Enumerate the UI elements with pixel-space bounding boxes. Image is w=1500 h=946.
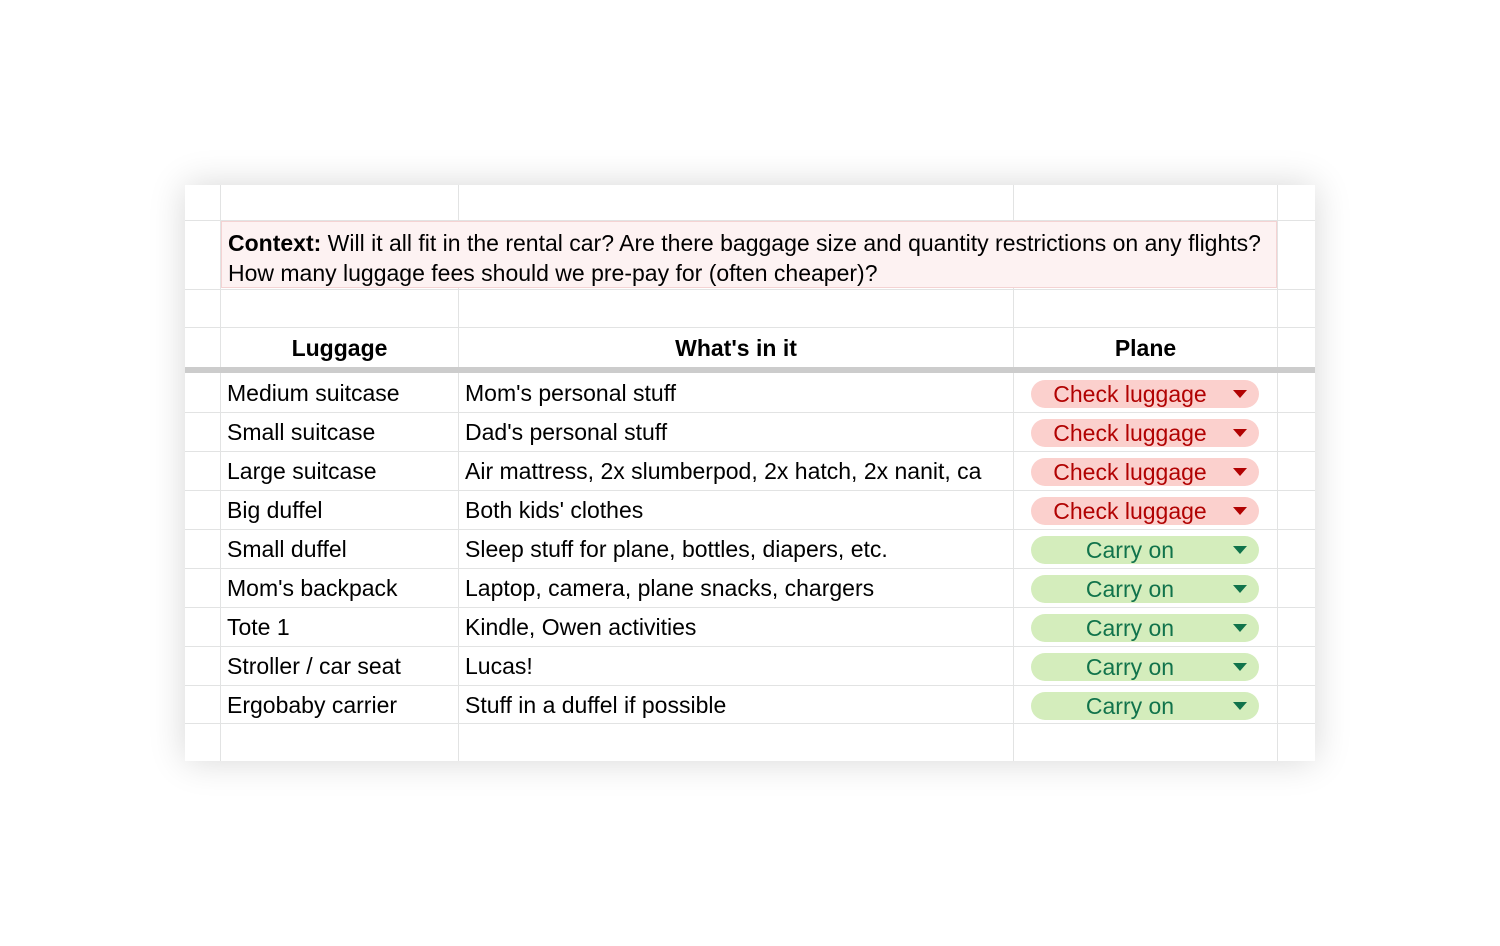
header-contents[interactable]: What's in it	[675, 335, 797, 361]
table-row	[185, 647, 1315, 686]
dropdown-arrow-icon[interactable]	[1233, 546, 1247, 554]
carry-on-dropdown[interactable]	[1031, 614, 1259, 642]
contents-cell[interactable]: Laptop, camera, plane snacks, chargers	[465, 575, 875, 601]
table-row	[185, 530, 1315, 569]
check-luggage-dropdown[interactable]	[1031, 458, 1259, 486]
dropdown-value: Check luggage	[1053, 420, 1207, 446]
luggage-cell[interactable]: Big duffel	[227, 497, 323, 523]
dropdown-arrow-icon[interactable]	[1233, 429, 1247, 437]
check-luggage-dropdown[interactable]	[1031, 419, 1259, 447]
dropdown-value: Carry on	[1085, 615, 1175, 641]
table-row	[185, 686, 1315, 725]
dropdown-value: Check luggage	[1053, 381, 1207, 407]
dropdown-arrow-icon[interactable]	[1233, 702, 1247, 710]
carry-on-dropdown[interactable]	[1031, 575, 1259, 603]
table-row	[185, 374, 1315, 413]
carry-on-dropdown[interactable]	[1031, 653, 1259, 681]
dropdown-value: Carry on	[1085, 576, 1175, 602]
dropdown-value: Carry on	[1085, 537, 1175, 563]
dropdown-arrow-icon[interactable]	[1233, 585, 1247, 593]
header-luggage[interactable]: Luggage	[291, 335, 388, 361]
contents-cell[interactable]: Lucas!	[465, 653, 533, 679]
contents-cell[interactable]: Dad's personal stuff	[465, 419, 668, 445]
context-label: Context:	[228, 230, 322, 256]
dropdown-arrow-icon[interactable]	[1233, 507, 1247, 515]
luggage-cell[interactable]: Stroller / car seat	[227, 653, 401, 679]
table-row	[185, 608, 1315, 647]
contents-cell[interactable]: Air mattress, 2x slumberpod, 2x hatch, 2x nanit, ca	[465, 458, 982, 484]
luggage-cell[interactable]: Tote 1	[227, 614, 290, 640]
spreadsheet-grid	[185, 185, 1315, 761]
luggage-cell[interactable]: Small suitcase	[227, 419, 376, 445]
check-luggage-dropdown[interactable]	[1031, 380, 1259, 408]
table-row	[185, 413, 1315, 452]
dropdown-arrow-icon[interactable]	[1233, 468, 1247, 476]
table-row	[185, 569, 1315, 608]
context-text: Will it all fit in the rental car? Are there baggage size and quantity restrictions on any flights? How many luggage fees should we pre-pay for (often cheaper)?	[228, 230, 1261, 286]
dropdown-value: Check luggage	[1053, 498, 1207, 524]
check-luggage-dropdown[interactable]	[1031, 497, 1259, 525]
luggage-cell[interactable]: Ergobaby carrier	[227, 692, 398, 718]
grid-line	[185, 289, 1315, 290]
contents-cell[interactable]: Kindle, Owen activities	[465, 614, 697, 640]
table-row	[185, 452, 1315, 491]
dropdown-value: Carry on	[1085, 693, 1175, 719]
luggage-cell[interactable]: Mom's backpack	[227, 575, 398, 601]
luggage-cell[interactable]: Small duffel	[227, 536, 347, 562]
contents-cell[interactable]: Both kids' clothes	[465, 497, 644, 523]
dropdown-arrow-icon[interactable]	[1233, 663, 1247, 671]
table-row	[185, 491, 1315, 530]
contents-cell[interactable]: Sleep stuff for plane, bottles, diapers, etc.	[465, 536, 888, 562]
carry-on-dropdown[interactable]	[1031, 536, 1259, 564]
dropdown-arrow-icon[interactable]	[1233, 390, 1247, 398]
context-note[interactable]	[221, 221, 1277, 288]
freeze-divider[interactable]	[185, 367, 1315, 373]
contents-cell[interactable]: Stuff in a duffel if possible	[465, 692, 727, 718]
dropdown-arrow-icon[interactable]	[1233, 624, 1247, 632]
header-plane[interactable]: Plane	[1114, 335, 1177, 361]
luggage-cell[interactable]: Medium suitcase	[227, 380, 400, 406]
luggage-cell[interactable]: Large suitcase	[227, 458, 377, 484]
carry-on-dropdown[interactable]	[1031, 692, 1259, 720]
dropdown-value: Carry on	[1085, 654, 1175, 680]
contents-cell[interactable]: Mom's personal stuff	[465, 380, 677, 406]
dropdown-value: Check luggage	[1053, 459, 1207, 485]
